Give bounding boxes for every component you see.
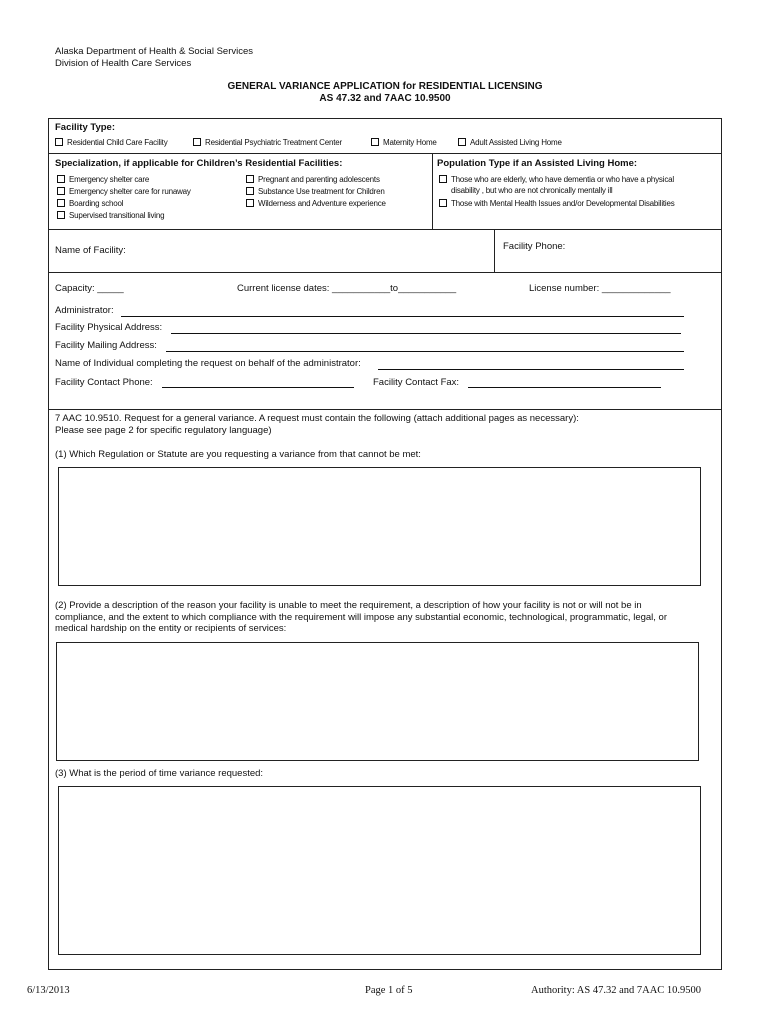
answer-box-1[interactable]	[58, 467, 701, 586]
spec-option-runaway[interactable]: Emergency shelter care for runaway	[57, 187, 191, 197]
facility-type-option-maternity[interactable]: Maternity Home	[371, 138, 437, 148]
license-dates-field[interactable]: Current license dates: ___________to___________	[237, 283, 457, 294]
facility-type-label: Facility Type:	[55, 122, 116, 133]
question-2: (2) Provide a description of the reason your facility is unable to meet the requirement, a description of how your facility is not or will not be in compliance, and the extent to which compliance with the requirement will impose any substantial economic, technological, programmatic, legal, or medical hardship on the entity or recipients of services:	[55, 600, 668, 634]
contact-phone-input-line[interactable]	[162, 387, 354, 388]
population-label: Population Type if an Assisted Living Home:	[437, 158, 638, 169]
division-name: Division of Health Care Services	[55, 58, 192, 69]
agency-name: Alaska Department of Health & Social Services	[55, 46, 254, 57]
spec-option-wilderness[interactable]: Wilderness and Adventure experience	[246, 199, 386, 209]
footer-date: 6/13/2013	[27, 985, 70, 996]
individual-input-line[interactable]	[378, 369, 684, 370]
divider	[48, 272, 722, 273]
mailing-address-input-line[interactable]	[166, 351, 684, 352]
capacity-field[interactable]: Capacity: _____	[55, 283, 124, 294]
answer-box-2[interactable]	[56, 642, 699, 761]
spec-option-substance-use[interactable]: Substance Use treatment for Children	[246, 187, 385, 197]
facility-phone-label: Facility Phone:	[503, 241, 566, 252]
checkbox[interactable]	[439, 199, 447, 207]
mailing-address-label: Facility Mailing Address:	[55, 340, 157, 351]
population-option-mental-health[interactable]: Those with Mental Health Issues and/or Developmental Disabilities	[439, 199, 675, 209]
answer-box-3[interactable]	[58, 786, 701, 955]
footer-authority: Authority: AS 47.32 and 7AAC 10.9500	[531, 985, 702, 996]
specialization-label: Specialization, if applicable for Children’s Residential Facilities:	[55, 158, 343, 169]
question-1: (1) Which Regulation or Statute are you requesting a variance from that cannot be met:	[55, 449, 421, 460]
checkbox[interactable]	[55, 138, 63, 146]
physical-address-input-line[interactable]	[171, 333, 681, 334]
population-option-elderly-cont: disability , but who are not chronically mentally ill	[451, 186, 613, 195]
question-3: (3) What is the period of time variance requested:	[55, 768, 264, 779]
spec-option-emergency-shelter[interactable]: Emergency shelter care	[57, 175, 149, 185]
checkbox[interactable]	[439, 175, 447, 183]
checkbox[interactable]	[246, 199, 254, 207]
individual-label: Name of Individual completing the request on behalf of the administrator:	[55, 358, 361, 369]
footer-page-number: Page 1 of 5	[365, 985, 413, 996]
form-subtitle: AS 47.32 and 7AAC 10.9500	[319, 93, 451, 104]
contact-phone-label: Facility Contact Phone:	[55, 377, 153, 388]
spec-option-pregnant[interactable]: Pregnant and parenting adolescents	[246, 175, 380, 185]
divider	[432, 153, 433, 229]
administrator-label: Administrator:	[55, 305, 114, 316]
divider	[48, 153, 722, 154]
license-number-field[interactable]: License number: _____________	[529, 283, 671, 294]
form-title: GENERAL VARIANCE APPLICATION for RESIDENTIAL LICENSING	[227, 81, 543, 92]
checkbox[interactable]	[246, 175, 254, 183]
checkbox[interactable]	[57, 199, 65, 207]
physical-address-label: Facility Physical Address:	[55, 322, 163, 333]
checkbox[interactable]	[57, 175, 65, 183]
checkbox[interactable]	[458, 138, 466, 146]
spec-option-boarding-school[interactable]: Boarding school	[57, 199, 123, 209]
contact-fax-input-line[interactable]	[468, 387, 661, 388]
checkbox[interactable]	[57, 187, 65, 195]
population-option-elderly[interactable]: Those who are elderly, who have dementia or who have a physical	[439, 175, 674, 185]
administrator-input-line[interactable]	[121, 316, 684, 317]
checkbox[interactable]	[193, 138, 201, 146]
divider	[48, 229, 722, 230]
facility-type-option-rccf[interactable]: Residential Child Care Facility	[55, 138, 168, 148]
facility-type-option-rptc[interactable]: Residential Psychiatric Treatment Center	[193, 138, 342, 148]
name-of-facility-label: Name of Facility:	[55, 245, 126, 256]
agency-header	[55, 46, 253, 70]
facility-type-option-assisted-living[interactable]: Adult Assisted Living Home	[458, 138, 562, 148]
checkbox[interactable]	[371, 138, 379, 146]
checkbox[interactable]	[57, 211, 65, 219]
spec-option-transitional[interactable]: Supervised transitional living	[57, 211, 164, 221]
divider	[48, 409, 722, 410]
request-intro: 7 AAC 10.9510. Request for a general variance. A request must contain the following (attach additional pages as necessary): Please see page 2 for specific regulatory language)	[55, 413, 579, 436]
contact-fax-label: Facility Contact Fax:	[373, 377, 460, 388]
divider	[494, 229, 495, 272]
checkbox[interactable]	[246, 187, 254, 195]
